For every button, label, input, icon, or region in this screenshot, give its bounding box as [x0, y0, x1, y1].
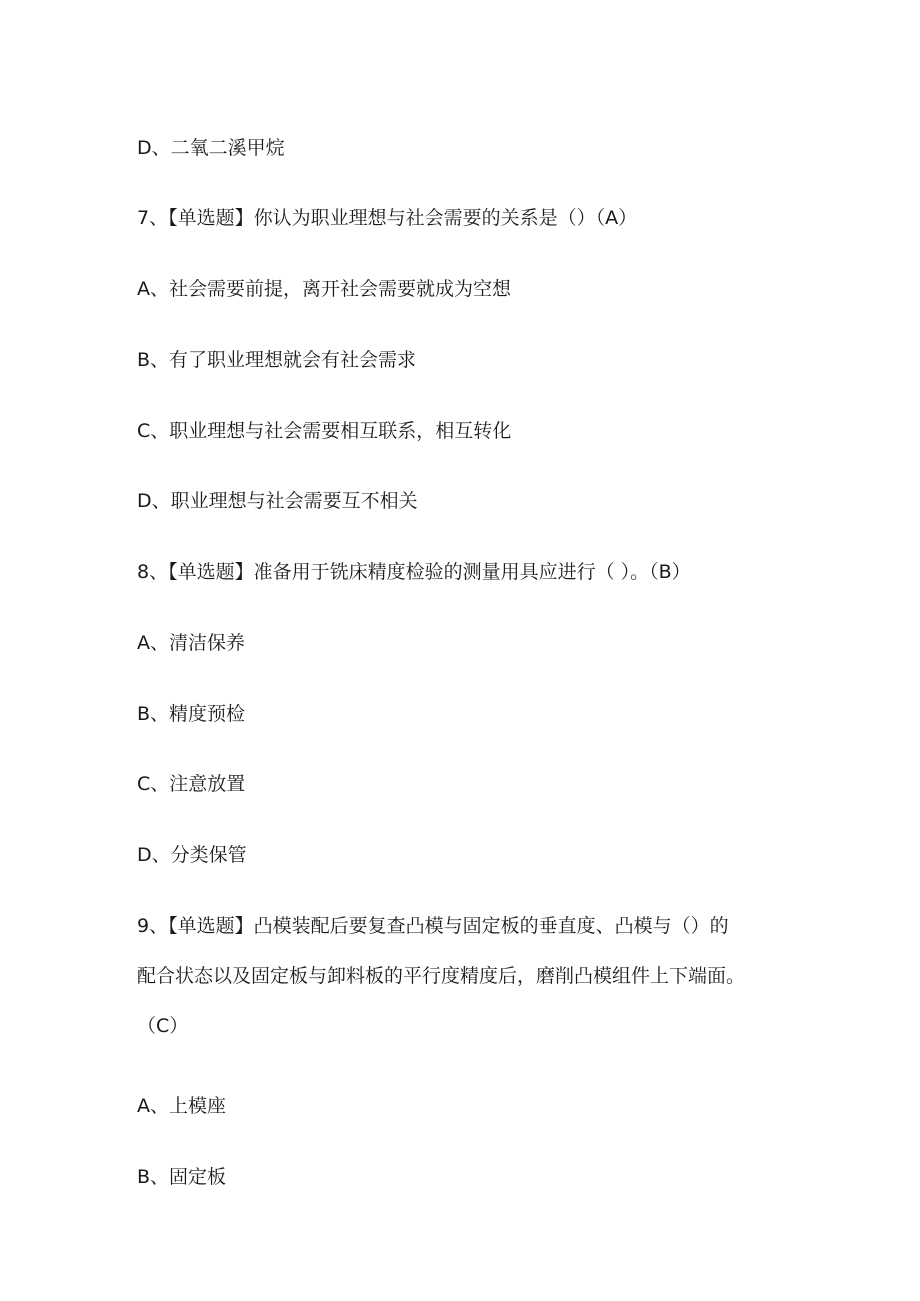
question-7-stem: 7、【单选题】你认为职业理想与社会需要的关系是（）（A） — [137, 207, 638, 229]
question-9-option-b: B、固定板 — [137, 1166, 227, 1188]
question-7-option-b: B、有了职业理想就会有社会需求 — [137, 349, 417, 371]
question-8-option-c: C、注意放置 — [137, 773, 246, 795]
question-9-stem-line-1: 9、【单选题】凸模装配后要复查凸模与固定板的垂直度、凸模与（）的 — [137, 915, 729, 937]
question-8-option-a: A、清洁保养 — [137, 632, 245, 654]
question-8-stem: 8、【单选题】准备用于铣床精度检验的测量用具应进行（ ）。（B） — [137, 561, 691, 583]
question-9-option-a: A、上模座 — [137, 1095, 226, 1117]
prev-question-option-d: D、二氧二溪甲烷 — [137, 137, 285, 159]
question-7-option-c: C、职业理想与社会需要相互联系，相互转化 — [137, 420, 512, 442]
question-8-option-d: D、分类保管 — [137, 844, 247, 866]
question-9-stem-line-2: 配合状态以及固定板与卸料板的平行度精度后，磨削凸模组件上下端面。 — [137, 965, 746, 987]
question-8-option-b: B、精度预检 — [137, 703, 246, 725]
question-9-stem-line-3: （C） — [137, 1015, 189, 1037]
question-7-option-a: A、社会需要前提，离开社会需要就成为空想 — [137, 278, 511, 300]
question-7-option-d: D、职业理想与社会需要互不相关 — [137, 490, 418, 512]
